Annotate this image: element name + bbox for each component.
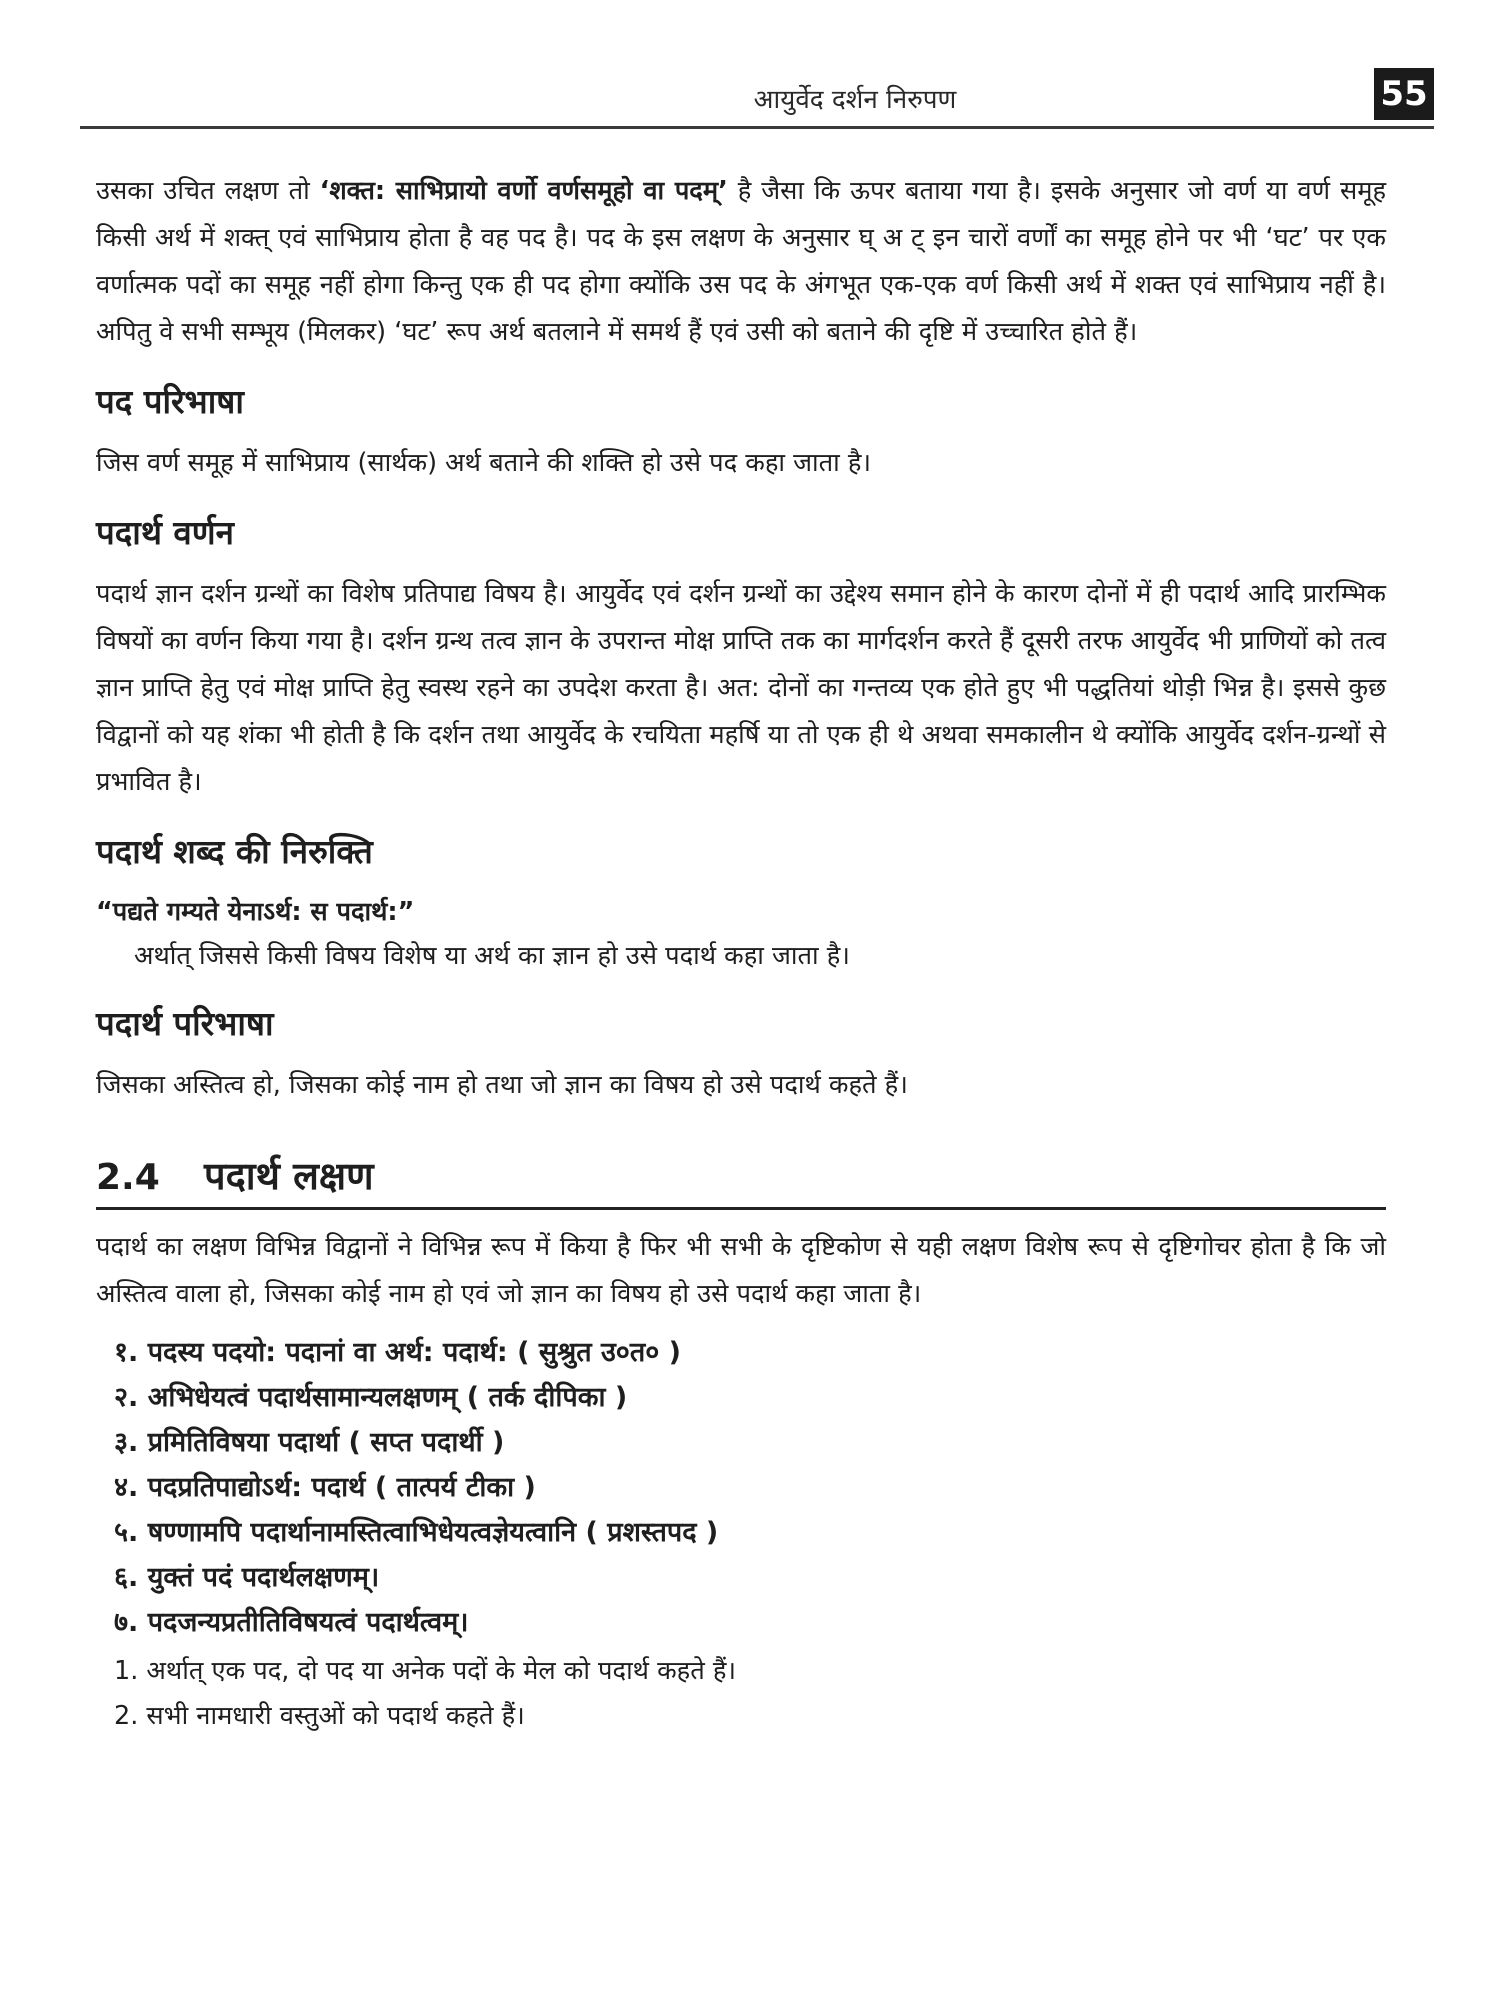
sanskrit-definitions-list (114, 1330, 1386, 1645)
section-2-4-heading (96, 1149, 1386, 1210)
sanskrit-definition-item: ५. षण्णामपि पदार्थानामस्तित्वाभिधेयत्वज्ञेयत्वानि ( प्रशस्तपद ) (114, 1517, 719, 1548)
page-number: 55 (1374, 68, 1434, 120)
nirukti-quote: “पद्यते गम्यते येनाऽर्थ: स पदार्थ:” (96, 897, 415, 927)
section-2-4-intro: पदार्थ का लक्षण विभिन्न विद्वानों ने विभिन्न रूप में किया है फिर भी सभी के दृष्टिकोण से यही लक्षण विशेष रूप से दृष्टिगोचर होता है कि जो अस्तित्व वाला हो, जिसका कोई नाम हो एवं जो ज्ञान का विषय हो उसे पदार्थ कहा जाता है। (96, 1232, 1386, 1309)
heading-pad-paribhasha: पद परिभाषा (96, 382, 244, 421)
sanskrit-definition-item: ७. पदजन्यप्रतीतिविषयत्वं पदार्थत्वम्। (114, 1607, 469, 1638)
section-number: 2.4 (96, 1157, 160, 1198)
nirukti-explanation: अर्थात् जिससे किसी विषय विशेष या अर्थ का ज्ञान हो उसे पदार्थ कहा जाता है। (134, 941, 850, 971)
sanskrit-definition-item: ६. युक्तं पदं पदार्थलक्षणम्। (114, 1562, 380, 1593)
padarth-varnan-text: पदार्थ ज्ञान दर्शन ग्रन्थों का विशेष प्रतिपाद्य विषय है। आयुर्वेद एवं दर्शन ग्रन्थों का उद्देश्य समान होने के कारण दोनों में ही पदार्थ आदि प्रारम्भिक विषयों का वर्णन किया गया है। दर्शन ग्रन्थ तत्व ज्ञान के उपरान्त मोक्ष प्राप्ति तक का मार्गदर्शन करते हैं दूसरी तरफ आयुर्वेद भी प्राणियों को तत्व ज्ञान प्राप्ति हेतु एवं मोक्ष प्राप्ति हेतु स्वस्थ रहने का उपदेश करता है। अत: दोनों का गन्तव्य एक होते हुए भी पद्धतियां थोड़ी भिन्न है। इससे कुछ विद्वानों को यह शंका भी होती है कि दर्शन तथा आयुर्वेद के रचयिता महर्षि या तो एक ही थे अथवा समकालीन थे क्योंकि आयुर्वेद दर्शन-ग्रन्थों से प्रभावित है। (96, 579, 1386, 797)
section-title: पदार्थ लक्षण (204, 1154, 374, 1198)
page-content (96, 168, 1386, 1739)
intro-text-rest: है जैसा कि ऊपर बताया गया है। इसके अनुसार जो वर्ण या वर्ण समूह किसी अर्थ में शक्त् एवं साभिप्राय होता है वह पद है। पद के इस लक्षण के अनुसार घ् अ ट् इन चारों वर्णों का समूह होने पर भी ‘घट’ पर एक वर्णात्मक पदों का समूह नहीं होगा किन्तु एक ही पद होगा क्योंकि उस पद के अंगभूत एक-एक वर्ण किसी अर्थ में शक्त एवं साभिप्राय नहीं है। अपितु वे सभी सम्भूय (मिलकर) ‘घट’ रूप अर्थ बतलाने में समर्थ हैं एवं उसी को बताने की दृष्टि में उच्चारित होते हैं। (96, 176, 1386, 347)
intro-text-start: उसका उचित लक्षण तो (96, 176, 320, 206)
sanskrit-definition-item: ३. प्रमितिविषया पदार्था ( सप्त पदार्थी ) (114, 1427, 505, 1458)
padarth-paribhasha-text: जिसका अस्तित्व हो, जिसका कोई नाम हो तथा जो ज्ञान का विषय हो उसे पदार्थ कहते हैं। (96, 1070, 908, 1100)
intro-bold-quote: ‘शक्त: साभिप्रायो वर्णो वर्णसमूहो वा पदम्’ (319, 176, 728, 206)
running-title: आयुर्वेद दर्शन निरुपण (753, 85, 957, 115)
sanskrit-definition-item: १. पदस्य पदयो: पदानां वा अर्थ: पदार्थ: ( सुश्रुत उ०त० ) (114, 1337, 682, 1368)
meaning-list (114, 1649, 1386, 1739)
pad-paribhasha-text: जिस वर्ण समूह में साभिप्राय (सार्थक) अर्थ बताने की शक्ति हो उसे पद कहा जाता है। (96, 448, 872, 478)
header-divider (80, 126, 1434, 129)
meaning-item: 2. सभी नामधारी वस्तुओं को पदार्थ कहते हैं। (114, 1701, 525, 1731)
heading-padarth-nirukti: पदार्थ शब्द की निरुक्ति (96, 832, 373, 871)
meaning-item: 1. अर्थात् एक पद, दो पद या अनेक पदों के मेल को पदार्थ कहते हैं। (114, 1656, 737, 1686)
heading-padarth-varnan: पदार्थ वर्णन (96, 513, 234, 552)
sanskrit-definition-item: ४. पदप्रतिपाद्योऽर्थ: पदार्थ ( तात्पर्य टीका ) (114, 1472, 536, 1503)
heading-padarth-paribhasha: पदार्थ परिभाषा (96, 1004, 274, 1043)
intro-paragraph (96, 168, 1386, 356)
sanskrit-definition-item: २. अभिधेयत्वं पदार्थसामान्यलक्षणम् ( तर्क दीपिका ) (114, 1382, 628, 1413)
